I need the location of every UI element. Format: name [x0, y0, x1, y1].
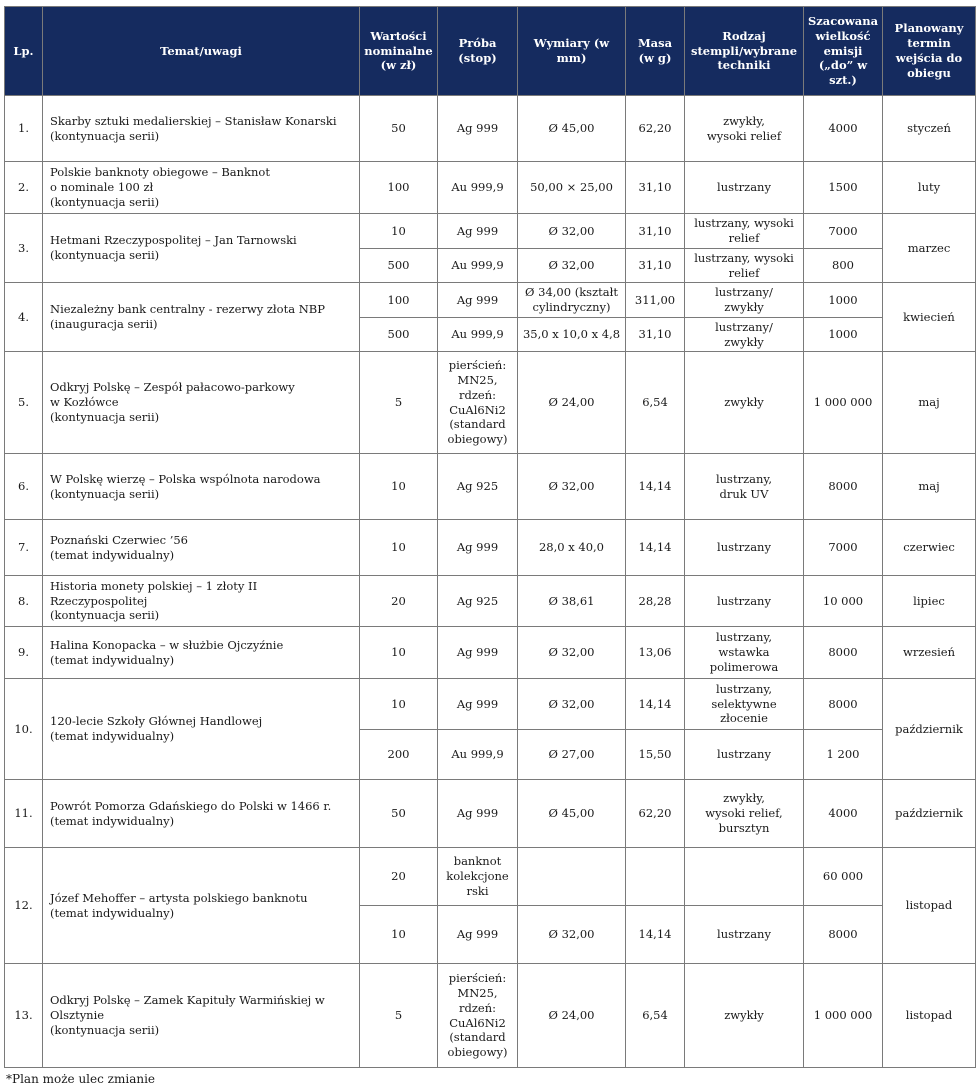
wymiary-cell: 28,0 x 40,0	[518, 520, 626, 576]
termin-cell: lipiec	[883, 576, 976, 627]
topic-cell: Polskie banknoty obiegowe – Banknot o nominale 100 zł (kontynuacja serii)	[43, 162, 360, 214]
topic-cell: Skarby sztuki medalierskiej – Stanisław Konarski (kontynuacja serii)	[43, 96, 360, 162]
termin-cell: maj	[883, 352, 976, 454]
row-number: 8.	[5, 576, 43, 627]
emisja-cell: 8000	[804, 679, 883, 730]
topic-cell: Historia monety polskiej – 1 złoty II Rzeczypospolitej (kontynuacja serii)	[43, 576, 360, 627]
masa-cell: 311,00	[626, 283, 685, 318]
table-row	[5, 679, 976, 730]
proba-cell: Au 999,9	[438, 162, 518, 214]
termin-cell: październik	[883, 780, 976, 848]
row-number: 2.	[5, 162, 43, 214]
wartosc-cell: 10	[360, 906, 438, 964]
proba-cell: Au 999,9	[438, 249, 518, 283]
emisja-cell: 8000	[804, 627, 883, 679]
rodzaj-cell: lustrzany, wysoki relief	[685, 214, 804, 249]
header-wartosc: Wartości nominalne (w zł)	[360, 7, 438, 96]
wartosc-cell: 500	[360, 249, 438, 283]
table-row	[5, 576, 976, 627]
wartosc-cell: 20	[360, 848, 438, 906]
wymiary-cell: Ø 24,00	[518, 352, 626, 454]
rodzaj-cell: lustrzany, wstawka polimerowa	[685, 627, 804, 679]
emisja-cell: 7000	[804, 214, 883, 249]
table-row	[5, 283, 976, 318]
emisja-cell: 1000	[804, 283, 883, 318]
wymiary-cell: Ø 45,00	[518, 96, 626, 162]
termin-cell: październik	[883, 679, 976, 780]
masa-cell: 13,06	[626, 627, 685, 679]
wartosc-cell: 20	[360, 576, 438, 627]
masa-cell: 31,10	[626, 162, 685, 214]
table-row	[5, 964, 976, 1068]
table-body	[5, 96, 976, 1068]
emisja-cell: 1500	[804, 162, 883, 214]
masa-cell: 14,14	[626, 520, 685, 576]
emisja-cell: 800	[804, 249, 883, 283]
wymiary-cell	[518, 848, 626, 906]
rodzaj-cell: lustrzany, druk UV	[685, 454, 804, 520]
rodzaj-cell: zwykły, wysoki relief	[685, 96, 804, 162]
header-rodzaj: Rodzaj stempli/wybrane techniki	[685, 7, 804, 96]
wymiary-cell: Ø 32,00	[518, 454, 626, 520]
masa-cell: 14,14	[626, 679, 685, 730]
proba-cell: Au 999,9	[438, 730, 518, 780]
rodzaj-cell: lustrzany, selektywne złocenie	[685, 679, 804, 730]
coin-issue-plan-table	[4, 6, 976, 1068]
masa-cell: 6,54	[626, 964, 685, 1068]
wymiary-cell: Ø 32,00	[518, 627, 626, 679]
table-row	[5, 848, 976, 906]
table-row	[5, 454, 976, 520]
masa-cell: 15,50	[626, 730, 685, 780]
row-number: 6.	[5, 454, 43, 520]
row-number: 10.	[5, 679, 43, 780]
wartosc-cell: 5	[360, 352, 438, 454]
masa-cell: 6,54	[626, 352, 685, 454]
emisja-cell: 4000	[804, 96, 883, 162]
proba-cell: Ag 999	[438, 627, 518, 679]
proba-cell: Ag 999	[438, 96, 518, 162]
rodzaj-cell: lustrzany	[685, 730, 804, 780]
topic-cell: Niezależny bank centralny - rezerwy złota NBP (inauguracja serii)	[43, 283, 360, 352]
emisja-cell: 1000	[804, 318, 883, 352]
row-number: 9.	[5, 627, 43, 679]
wartosc-cell: 10	[360, 454, 438, 520]
wartosc-cell: 10	[360, 679, 438, 730]
wymiary-cell: Ø 32,00	[518, 906, 626, 964]
topic-cell: Józef Mehoffer – artysta polskiego banknotu (temat indywidualny)	[43, 848, 360, 964]
termin-cell: luty	[883, 162, 976, 214]
termin-cell: listopad	[883, 848, 976, 964]
proba-cell: pierścień: MN25, rdzeń: CuAl6Ni2 (standard obiegowy)	[438, 964, 518, 1068]
proba-cell: pierścień: MN25, rdzeń: CuAl6Ni2 (standard obiegowy)	[438, 352, 518, 454]
wymiary-cell: Ø 24,00	[518, 964, 626, 1068]
masa-cell: 31,10	[626, 249, 685, 283]
wartosc-cell: 5	[360, 964, 438, 1068]
masa-cell	[626, 848, 685, 906]
header-proba: Próba (stop)	[438, 7, 518, 96]
wymiary-cell: Ø 38,61	[518, 576, 626, 627]
masa-cell: 62,20	[626, 780, 685, 848]
rodzaj-cell: lustrzany	[685, 162, 804, 214]
masa-cell: 14,14	[626, 454, 685, 520]
emisja-cell: 1 000 000	[804, 964, 883, 1068]
wartosc-cell: 500	[360, 318, 438, 352]
proba-cell: Au 999,9	[438, 318, 518, 352]
emisja-cell: 4000	[804, 780, 883, 848]
wartosc-cell: 10	[360, 627, 438, 679]
proba-cell: Ag 999	[438, 283, 518, 318]
topic-cell: Odkryj Polskę – Zespół pałacowo-parkowy w Kozłówce (kontynuacja serii)	[43, 352, 360, 454]
header-termin: Planowany termin wejścia do obiegu	[883, 7, 976, 96]
emisja-cell: 8000	[804, 906, 883, 964]
termin-cell: kwiecień	[883, 283, 976, 352]
wartosc-cell: 200	[360, 730, 438, 780]
header-wymiary: Wymiary (w mm)	[518, 7, 626, 96]
termin-cell: czerwiec	[883, 520, 976, 576]
wymiary-cell: Ø 32,00	[518, 679, 626, 730]
wymiary-cell: 50,00 × 25,00	[518, 162, 626, 214]
row-number: 1.	[5, 96, 43, 162]
emisja-cell: 10 000	[804, 576, 883, 627]
emisja-cell: 8000	[804, 454, 883, 520]
wartosc-cell: 100	[360, 162, 438, 214]
row-number: 4.	[5, 283, 43, 352]
row-number: 5.	[5, 352, 43, 454]
proba-cell: Ag 999	[438, 679, 518, 730]
proba-cell: Ag 999	[438, 780, 518, 848]
table-row	[5, 352, 976, 454]
rodzaj-cell	[685, 848, 804, 906]
wymiary-cell: Ø 32,00	[518, 249, 626, 283]
wartosc-cell: 10	[360, 520, 438, 576]
termin-cell: marzec	[883, 214, 976, 283]
termin-cell: listopad	[883, 964, 976, 1068]
rodzaj-cell: zwykły	[685, 964, 804, 1068]
topic-cell: Odkryj Polskę – Zamek Kapituły Warmińskiej w Olsztynie (kontynuacja serii)	[43, 964, 360, 1068]
emisja-cell: 1 000 000	[804, 352, 883, 454]
rodzaj-cell: lustrzany	[685, 906, 804, 964]
emisja-cell: 7000	[804, 520, 883, 576]
topic-cell: Powrót Pomorza Gdańskiego do Polski w 1466 r. (temat indywidualny)	[43, 780, 360, 848]
rodzaj-cell: lustrzany/ zwykły	[685, 318, 804, 352]
topic-cell: Poznański Czerwiec ’56 (temat indywidualny)	[43, 520, 360, 576]
wymiary-cell: Ø 45,00	[518, 780, 626, 848]
termin-cell: styczeń	[883, 96, 976, 162]
emisja-cell: 60 000	[804, 848, 883, 906]
header-emisja: Szacowana wielkość emisji („do” w szt.)	[804, 7, 883, 96]
proba-cell: Ag 925	[438, 454, 518, 520]
row-number: 12.	[5, 848, 43, 964]
masa-cell: 62,20	[626, 96, 685, 162]
table-row	[5, 780, 976, 848]
table-row	[5, 214, 976, 249]
table-header	[5, 7, 976, 96]
table-row	[5, 627, 976, 679]
topic-cell: W Polskę wierzę – Polska wspólnota narodowa (kontynuacja serii)	[43, 454, 360, 520]
table-row	[5, 96, 976, 162]
proba-cell: Ag 999	[438, 906, 518, 964]
row-number: 11.	[5, 780, 43, 848]
row-number: 3.	[5, 214, 43, 283]
proba-cell: Ag 999	[438, 214, 518, 249]
wymiary-cell: 35,0 x 10,0 x 4,8	[518, 318, 626, 352]
rodzaj-cell: zwykły, wysoki relief, bursztyn	[685, 780, 804, 848]
masa-cell: 14,14	[626, 906, 685, 964]
header-temat: Temat/uwagi	[43, 7, 360, 96]
rodzaj-cell: lustrzany	[685, 520, 804, 576]
proba-cell: banknot kolekcjone rski	[438, 848, 518, 906]
rodzaj-cell: lustrzany, wysoki relief	[685, 249, 804, 283]
topic-cell: Hetmani Rzeczypospolitej – Jan Tarnowski (kontynuacja serii)	[43, 214, 360, 283]
header-lp: Lp.	[5, 7, 43, 96]
masa-cell: 28,28	[626, 576, 685, 627]
row-number: 7.	[5, 520, 43, 576]
row-number: 13.	[5, 964, 43, 1068]
topic-cell: Halina Konopacka – w służbie Ojczyźnie (temat indywidualny)	[43, 627, 360, 679]
rodzaj-cell: lustrzany	[685, 576, 804, 627]
wymiary-cell: Ø 32,00	[518, 214, 626, 249]
masa-cell: 31,10	[626, 214, 685, 249]
wymiary-cell: Ø 27,00	[518, 730, 626, 780]
header-masa: Masa (w g)	[626, 7, 685, 96]
wymiary-cell: Ø 34,00 (kształt cylindryczny)	[518, 283, 626, 318]
termin-cell: maj	[883, 454, 976, 520]
wartosc-cell: 50	[360, 780, 438, 848]
proba-cell: Ag 925	[438, 576, 518, 627]
proba-cell: Ag 999	[438, 520, 518, 576]
rodzaj-cell: lustrzany/ zwykły	[685, 283, 804, 318]
termin-cell: wrzesień	[883, 627, 976, 679]
masa-cell: 31,10	[626, 318, 685, 352]
footnote: *Plan może ulec zmianie	[6, 1072, 156, 1086]
rodzaj-cell: zwykły	[685, 352, 804, 454]
table-row	[5, 520, 976, 576]
emisja-cell: 1 200	[804, 730, 883, 780]
table-row	[5, 162, 976, 214]
wartosc-cell: 100	[360, 283, 438, 318]
wartosc-cell: 50	[360, 96, 438, 162]
topic-cell: 120-lecie Szkoły Głównej Handlowej (temat indywidualny)	[43, 679, 360, 780]
wartosc-cell: 10	[360, 214, 438, 249]
